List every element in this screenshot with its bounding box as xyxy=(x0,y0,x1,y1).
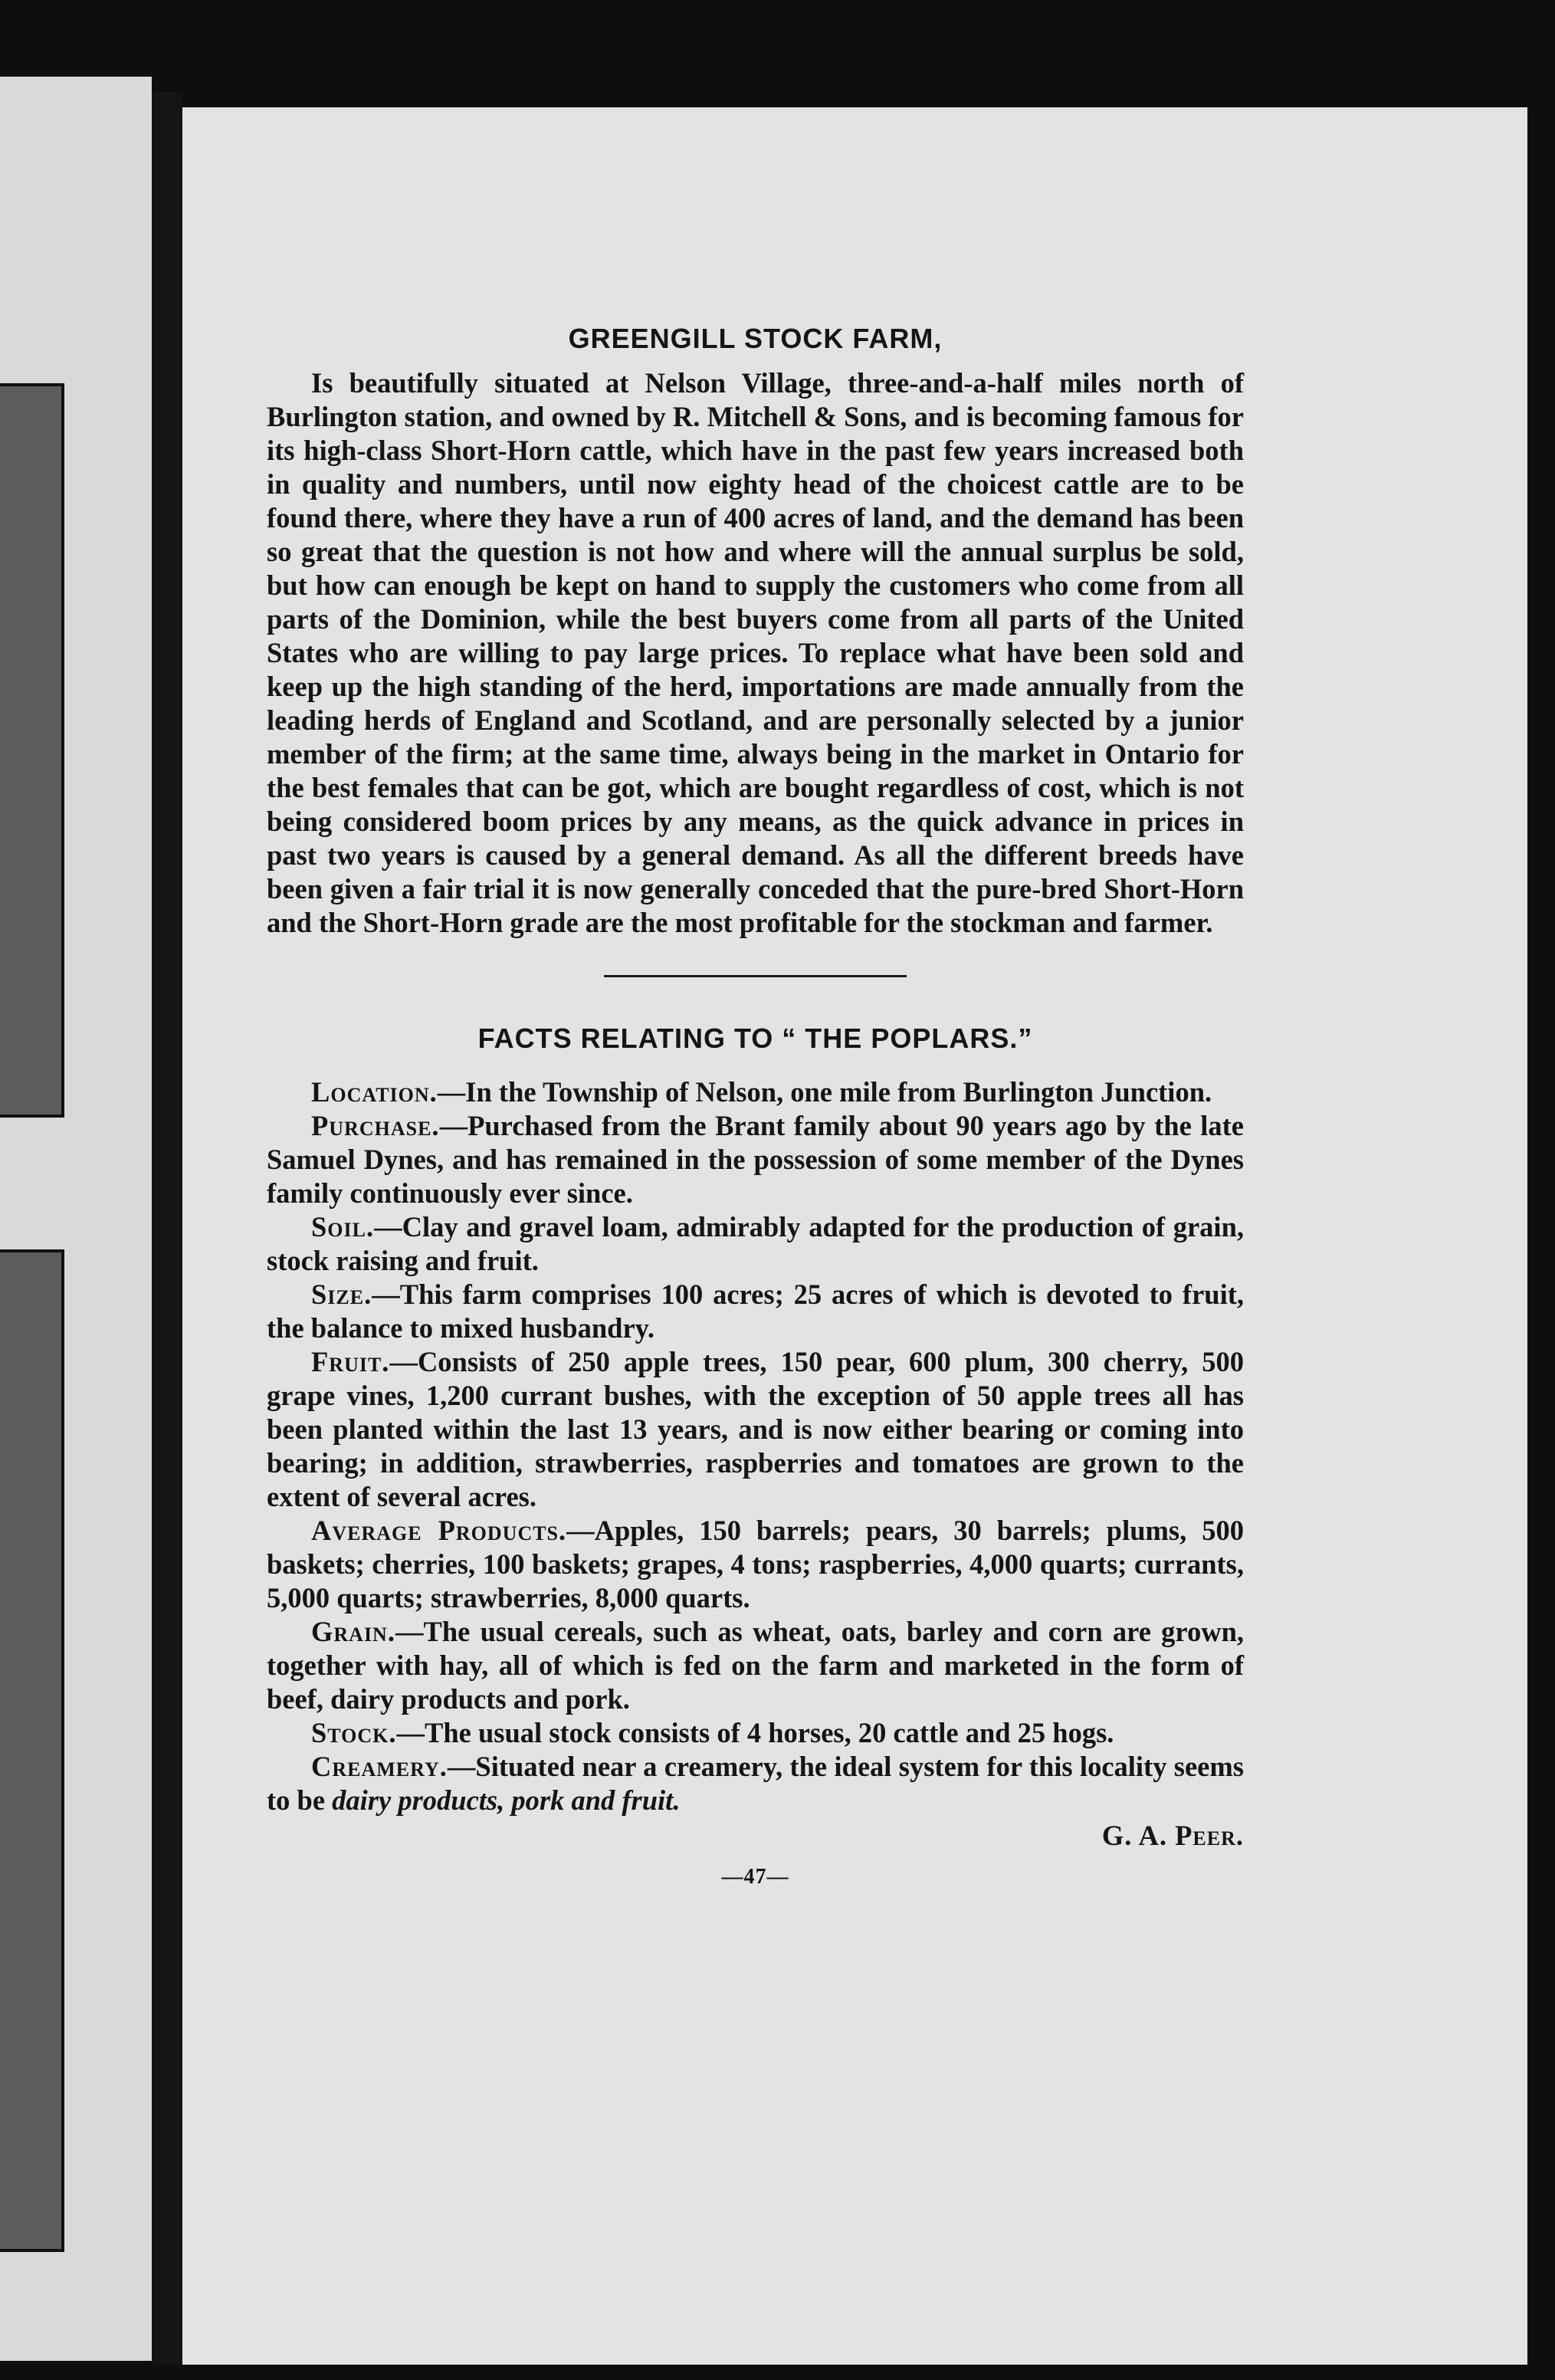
page-number: —47— xyxy=(721,1865,789,1889)
fact-text: —Purchased from the Brant family about 90 years ago by the late Samuel Dynes, and has remained in the possession of some member of the Dynes family continuously ever since. xyxy=(267,1110,1244,1209)
fact-text: —The usual cereals, such as wheat, oats, barley and corn are grown, together with hay, all of which is fed on the farm and marketed in the form of beef, dairy products and pork. xyxy=(267,1616,1244,1715)
fact-item xyxy=(267,1615,1244,1716)
page-content xyxy=(267,322,1244,1894)
facing-page-photo-top xyxy=(0,383,64,1118)
fact-item xyxy=(267,1278,1244,1345)
fact-text: —Apples, 150 barrels; pears, 30 barrels; plums, 500 baskets; cherries, 100 baskets; grapes, 4 tons; raspberries, 4,000 quarts; currants, 5,000 quarts; strawberries, 8,000 quarts. xyxy=(267,1515,1244,1613)
fact-text: —The usual stock consists of 4 horses, 20 cattle and 25 hogs. xyxy=(396,1717,1114,1748)
book-spine xyxy=(152,92,182,2365)
fact-term: Stock. xyxy=(311,1717,397,1748)
fact-item xyxy=(267,1716,1244,1750)
article-title-greengill: GREENGILL STOCK FARM, xyxy=(568,323,943,354)
fact-text: —In the Township of Nelson, one mile from Burlington Junction. xyxy=(437,1076,1212,1108)
fact-term: Grain. xyxy=(311,1616,395,1647)
author-signature: G. A. Peer. xyxy=(1101,1820,1244,1851)
fact-term: Fruit. xyxy=(311,1346,390,1377)
fact-item xyxy=(267,1109,1244,1210)
facing-page xyxy=(0,77,152,2361)
section-divider xyxy=(604,975,907,977)
fact-term: Creamery. xyxy=(311,1751,448,1782)
fact-text: —Consists of 250 apple trees, 150 pear, 600 plum, 300 cherry, 500 grape vines, 1,200 currant bushes, with the exception of 50 apple trees all has been planted within the last 13 years, and is now either bearing or coming into bearing; in addition, strawberries, raspberries and tomatoes are grown to the extent of several acres. xyxy=(267,1346,1244,1512)
fact-term: Average Products. xyxy=(311,1515,567,1546)
facts-list xyxy=(267,1075,1244,1750)
fact-text: —Clay and gravel loam, admirably adapted for the production of grain, stock raising and fruit. xyxy=(267,1211,1244,1276)
fact-text: —This farm comprises 100 acres; 25 acres of which is devoted to fruit, the balance to mixed husbandry. xyxy=(267,1279,1244,1344)
fact-item xyxy=(267,1514,1244,1615)
fact-term: Location. xyxy=(311,1076,438,1108)
fact-item xyxy=(267,1075,1244,1109)
fact-term: Purchase. xyxy=(311,1110,440,1141)
fact-text: —Situated near a creamery, the ideal system for this locality seems to be xyxy=(267,1751,1244,1816)
fact-creamery xyxy=(267,1750,1244,1817)
article-body-greengill: Is beautifully situated at Nelson Village, three-and-a-half miles north of Burlington station, and owned by R. Mitchell & Sons, and is becoming famous for its high-class Short-Horn cattle, which have in the past few years increased both in quality and numbers, until now eighty head of the choicest cattle are to be found there, where they have a run of 400 acres of land, and the demand has been so great that the question is not how and where will the annual surplus be sold, but how can enough be kept on hand to supply the customers who come from all parts of the Dominion, while the best buyers come from all parts of the United States who are willing to pay large prices. To replace what have been sold and keep up the high standing of the herd, importations are made annually from the leading herds of England and Scotland, and are personally selected by a junior member of the firm; at the same time, always being in the market in Ontario for the best females that can be got, which are bought regardless of cost, which is not being considered boom prices by any means, as the quick advance in prices in past two years is caused by a general demand. As all the different breeds have been given a fair trial it is now generally conceded that the pure-bred Short-Horn and the Short-Horn grade are the most profitable for the stockman and farmer. xyxy=(267,367,1244,938)
fact-item xyxy=(267,1345,1244,1514)
fact-emphasis: dairy products, pork and fruit. xyxy=(332,1784,681,1816)
fact-term: Size. xyxy=(311,1279,372,1310)
book-page xyxy=(182,107,1527,2365)
fact-item xyxy=(267,1210,1244,1278)
article-title-poplars: FACTS RELATING TO “ THE POPLARS.” xyxy=(477,1023,1033,1054)
facing-page-photo-bottom xyxy=(0,1249,64,2252)
fact-term: Soil. xyxy=(311,1211,375,1243)
